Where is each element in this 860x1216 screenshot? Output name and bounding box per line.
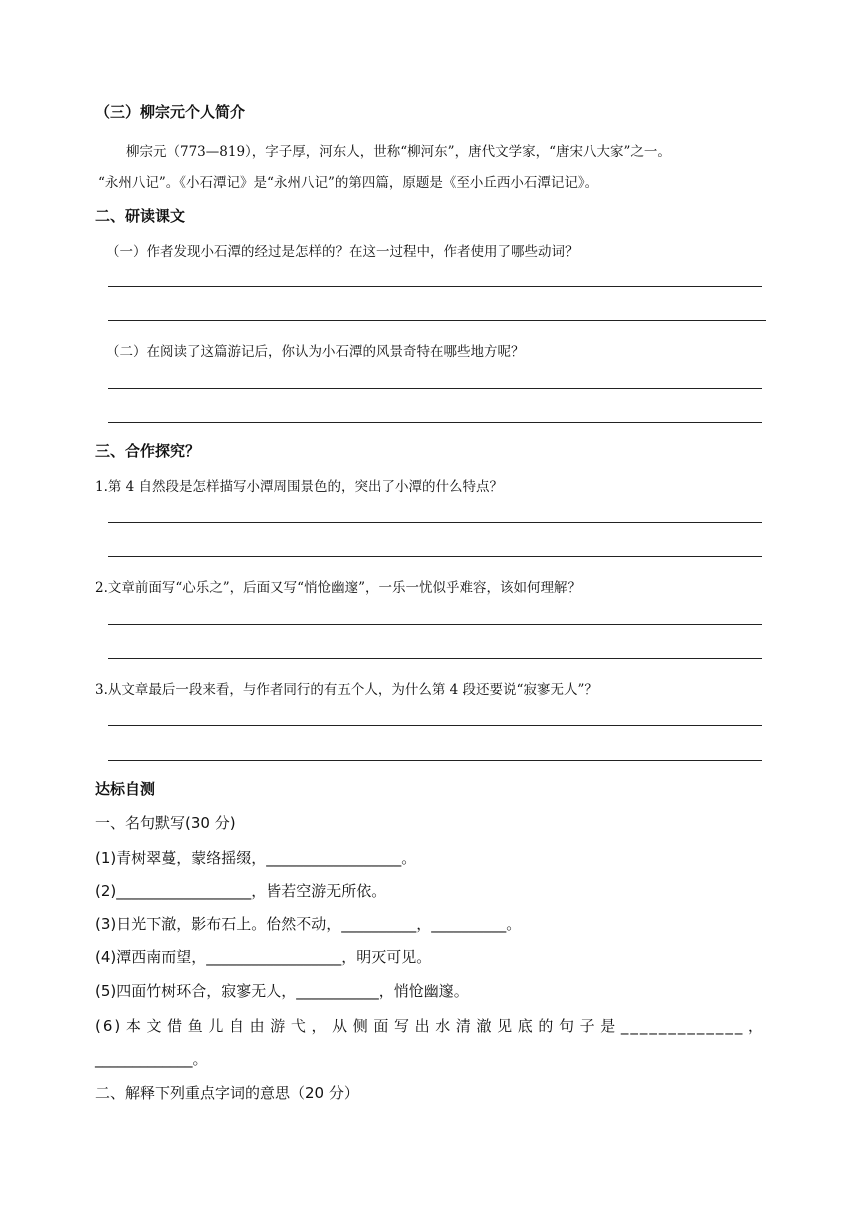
recitation-item-6-line2: _____________。 [95,1050,208,1068]
answer-line [108,422,762,423]
recitation-item-1: (1)青树翠蔓，蒙络摇缀，__________________。 [95,849,417,867]
part2-question-2: （二）在阅读了这篇游记后，你认为小石潭的风景奇特在哪些地方呢？ [106,344,525,360]
answer-line [108,556,762,557]
answer-line [108,725,762,726]
part3-question-3: 3.从文章最后一段来看，与作者同行的有五个人，为什么第 4 段还要说“寂寥无人”？ [95,682,598,698]
answer-line [108,624,762,625]
vocabulary-heading: 二、解释下列重点字词的意思（20 分） [95,1084,359,1102]
part3-question-2: 2.文章前面写“心乐之”，后面又写“悄怆幽邃”，一乐一忧似乎难容，该如何理解？ [95,580,581,596]
part2-question-1: （一）作者发现小石潭的经过是怎样的？在这一过程中，作者使用了哪些动词？ [106,244,579,260]
recitation-item-2: (2)__________________，皆若空游无所依。 [95,882,387,900]
recitation-item-3: (3)日光下澈，影布石上。佁然不动，__________，__________。 [95,915,522,933]
bio-paragraph-line2: “永州八记”。《小石潭记》是“永州八记”的第四篇，原题是《至小丘西小石潭记记》。 [98,175,599,191]
recitation-item-5: (5)四面竹树环合，寂寥无人，___________，悄怆幽邃。 [95,982,469,1000]
answer-line [108,522,762,523]
part3-question-1: 1.第 4 自然段是怎样描写小潭周围景色的，突出了小潭的什么特点？ [95,479,504,495]
part3-heading: 三、合作探究？ [95,442,201,460]
self-test-heading: 达标自测 [95,780,156,798]
recitation-heading: 一、名句默写(30 分) [95,814,236,832]
answer-line [108,286,762,287]
answer-line [108,388,762,389]
part2-heading: 二、研读课文 [95,207,186,225]
recitation-item-6-line1: (6)本文借鱼儿自由游弋，从侧面写出水清澈见底的句子是_____________， [95,1017,765,1035]
recitation-item-4: (4)潭西南而望，__________________，明灭可见。 [95,948,432,966]
answer-line [108,320,766,321]
bio-paragraph-line1: 柳宗元（773—819），字子厚，河东人，世称“柳河东”，唐代文学家，“唐宋八大家”之一。 [126,144,671,160]
section3-heading: （三）柳宗元个人简介 [95,103,246,121]
answer-line [108,760,762,761]
answer-line [108,658,762,659]
